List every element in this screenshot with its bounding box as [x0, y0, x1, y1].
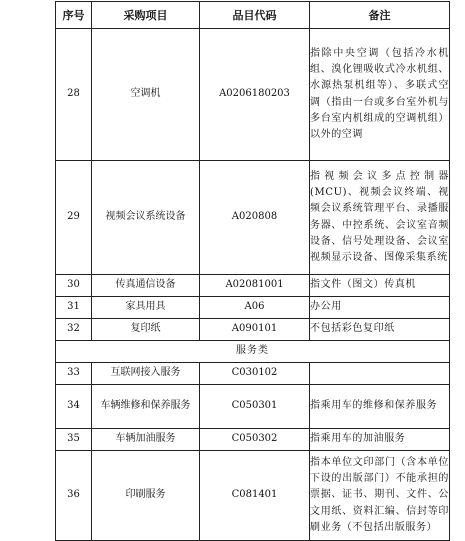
table-row: [56, 429, 450, 451]
table-row: [56, 319, 450, 341]
row-note: [310, 363, 450, 385]
header-code: 品目代码: [200, 2, 310, 29]
row-number: 33: [56, 363, 92, 385]
row-note: 办公用: [310, 297, 450, 319]
table-row: [56, 275, 450, 297]
row-item: 视频会议系统设备: [92, 161, 200, 275]
row-note: 指本单位文印部门（含本单位下设的出版部门）不能承担的票据、证书、期刊、文件、公文用纸、资料汇编、信封等印刷业务（不包括出版服务）: [310, 451, 450, 541]
row-number: 28: [56, 29, 92, 161]
row-note: 指乘用车的加油服务: [310, 429, 450, 451]
header-item: 采购项目: [92, 2, 200, 29]
row-item: 印刷服务: [92, 451, 200, 541]
row-number: 31: [56, 297, 92, 319]
row-note: 指除中央空调（包括冷水机组、溴化锂吸收式冷水机组、水源热泵机组等）、多联式空调（指由一台或多台室外机与多台室内机组成的空调机组）以外的空调: [310, 29, 450, 161]
procurement-table: [55, 1, 450, 541]
row-note: 指乘用车的维修和保养服务: [310, 385, 450, 429]
section-row: [56, 341, 450, 363]
header-number: 序号: [56, 2, 92, 29]
row-number: 29: [56, 161, 92, 275]
row-item: 空调机: [92, 29, 200, 161]
table-row: [56, 297, 450, 319]
row-number: 34: [56, 385, 92, 429]
row-item: 互联网接入服务: [92, 363, 200, 385]
row-number: 35: [56, 429, 92, 451]
row-item: 复印纸: [92, 319, 200, 341]
row-item: 车辆加油服务: [92, 429, 200, 451]
row-code: C050301: [200, 385, 310, 429]
table-row: [56, 451, 450, 541]
row-note: 指文件（图文）传真机: [310, 275, 450, 297]
row-code: A020808: [200, 161, 310, 275]
row-code: C050302: [200, 429, 310, 451]
row-code: A06: [200, 297, 310, 319]
row-note: 指视频会议多点控制器(MCU)、视频会议终端、视频会议系统管理平台、录播服务器、中控系统、会议室音频设备、信号处理设备、会议室视频显示设备、图像采集系统: [310, 161, 450, 275]
row-code: C030102: [200, 363, 310, 385]
row-item: 传真通信设备: [92, 275, 200, 297]
row-number: 36: [56, 451, 92, 541]
row-item: 车辆维修和保养服务: [92, 385, 200, 429]
row-code: C081401: [200, 451, 310, 541]
row-code: A02081001: [200, 275, 310, 297]
section-label: 服务类: [56, 341, 450, 363]
table-row: [56, 385, 450, 429]
table-row: [56, 161, 450, 275]
header-note: 备注: [310, 2, 450, 29]
row-number: 30: [56, 275, 92, 297]
table-row: [56, 29, 450, 161]
row-number: 32: [56, 319, 92, 341]
row-code: A090101: [200, 319, 310, 341]
row-note: 不包括彩色复印纸: [310, 319, 450, 341]
row-item: 家具用具: [92, 297, 200, 319]
table-row: [56, 363, 450, 385]
header-row: [56, 2, 450, 29]
row-code: A0206180203: [200, 29, 310, 161]
